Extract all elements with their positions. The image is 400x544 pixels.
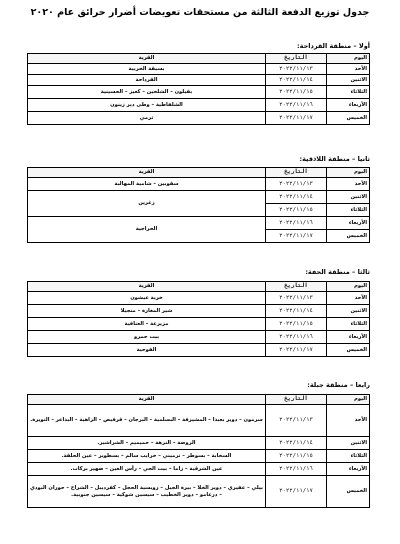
table-row (28, 112, 370, 125)
date-cell: ٢٠٢٢/١١/١٥ (266, 86, 327, 99)
table-row (28, 75, 370, 86)
table-header-row (28, 395, 370, 405)
date-cell: ٢٠٢٢/١١/١٧ (266, 476, 327, 508)
header-date: التاريخ (266, 395, 327, 405)
day-cell: الثلاثاء (327, 204, 370, 217)
table-row (28, 191, 370, 204)
header-day: اليوم (327, 54, 370, 64)
day-cell: الأحد (327, 178, 370, 191)
header-day: اليوم (327, 395, 370, 405)
day-cell: الاثنين (327, 437, 370, 450)
day-cell: الاثنين (327, 75, 370, 86)
village-cell: مزيرعة – العنافية (28, 318, 266, 331)
date-cell: ٢٠٢٢/١١/١٥ (266, 450, 327, 463)
table-jableh (27, 394, 370, 508)
table-row (28, 331, 370, 344)
date-cell: ٢٠٢٢/١١/١٦ (266, 217, 327, 230)
date-cell: ٢٠٢٢/١١/١٧ (266, 112, 327, 125)
day-cell: الأربعاء (327, 331, 370, 344)
date-cell: ٢٠٢٢/١١/١٦ (266, 99, 327, 112)
village-cell: ترمي (28, 112, 266, 125)
header-village: القرية (28, 282, 266, 292)
village-cell: بيت حمرو (28, 331, 266, 344)
day-cell: الأربعاء (327, 463, 370, 476)
table-row (28, 64, 370, 75)
day-cell: الخميس (327, 476, 370, 508)
table-row (28, 437, 370, 450)
document-title: جدول توزيع الدفعة الثالثة من مستحقات تعويضات أضرار حرائق عام ٢٠٢٠ (30, 7, 370, 18)
village-cell: الفوحية (28, 344, 266, 357)
table-row (28, 217, 370, 230)
header-village: القرية (28, 54, 266, 64)
header-day: اليوم (327, 168, 370, 178)
section-title-jableh: رابعا – منطقة جبلة: (307, 381, 370, 389)
day-cell: الثلاثاء (327, 318, 370, 331)
date-cell: ٢٠٢٢/١١/١٣ (266, 405, 327, 437)
table-row (28, 178, 370, 191)
table-row (28, 405, 370, 437)
header-village: القرية (28, 395, 266, 405)
header-village: القرية (28, 168, 266, 178)
day-cell: الأحد (327, 64, 370, 75)
village-cell: الشلفاطية – وطى دير زينون (28, 99, 266, 112)
village-cell: سقوبين – شامية المهالبة (28, 178, 266, 191)
table-row (28, 463, 370, 476)
table-haffa (27, 281, 370, 357)
table-header-row (28, 282, 370, 292)
table-row (28, 344, 370, 357)
day-cell: الأحد (327, 292, 370, 305)
day-cell: الأحد (327, 405, 370, 437)
section-title-haffa: ثالثا – منطقة الحفة: (305, 268, 370, 276)
date-cell: ٢٠٢٢/١١/١٣ (266, 64, 327, 75)
day-cell: الثلاثاء (327, 450, 370, 463)
table-row (28, 318, 370, 331)
village-cell: خربة عيشون (28, 292, 266, 305)
village-cell: بيلي – عفيري – دوير الخلا – بيرة الجبل – روبسية الحجل – كفرديبل – الشراح – حوران البودي – درعامو – دوير الخطيب – سيسين شوكية – سيسين جنوبية. (28, 476, 266, 508)
table-row (28, 305, 370, 318)
header-day: اليوم (327, 282, 370, 292)
day-cell: الأربعاء (327, 99, 370, 112)
table-row (28, 292, 370, 305)
date-cell: ٢٠٢٢/١١/١٤ (266, 75, 327, 86)
table-row (28, 86, 370, 99)
date-cell: ٢٠٢٢/١١/١٥ (266, 318, 327, 331)
village-cell: الحراجية (28, 217, 266, 243)
table-row (28, 99, 370, 112)
day-cell: الثلاثاء (327, 86, 370, 99)
village-cell: السخابة – بسوطر – ترميني – خرايب سالم – بسطوير – عين الحلقة. (28, 450, 266, 463)
day-cell: الاثنين (327, 305, 370, 318)
date-cell: ٢٠٢٢/١١/١٦ (266, 463, 327, 476)
header-date: التاريخ (266, 282, 327, 292)
table-header-row (28, 54, 370, 64)
day-cell: الخميس (327, 230, 370, 243)
date-cell: ٢٠٢٢/١١/١٧ (266, 344, 327, 357)
date-cell: ٢٠٢٢/١١/١٣ (266, 178, 327, 191)
village-cell: بسيقة الحربية (28, 64, 266, 75)
date-cell: ٢٠٢٢/١١/١٥ (266, 204, 327, 217)
table-latakia (27, 167, 370, 243)
village-cell: عين الشرقية – زاما – بيت الجي – رأس العين – ضهير بركات. (28, 463, 266, 476)
section-title-latakia: ثانيا – منطقة اللاذقية: (299, 155, 370, 163)
table-header-row (28, 168, 370, 178)
table-row (28, 450, 370, 463)
date-cell: ٢٠٢٢/١١/١٤ (266, 191, 327, 204)
day-cell: الأربعاء (327, 217, 370, 230)
date-cell: ٢٠٢٢/١١/١٤ (266, 437, 327, 450)
date-cell: ٢٠٢٢/١١/١٦ (266, 331, 327, 344)
section-title-qardaha: أولا – منطقة القرداحة: (297, 42, 370, 50)
day-cell: الاثنين (327, 191, 370, 204)
village-cell: بفيلون – الشلحين – كعيز – الحسينية (28, 86, 266, 99)
header-date: التاريخ (266, 168, 327, 178)
village-cell: زغرين (28, 191, 266, 217)
header-date: التاريخ (266, 54, 327, 64)
date-cell: ٢٠٢٢/١١/١٧ (266, 230, 327, 243)
village-cell: شير المغارة – منجيلا (28, 305, 266, 318)
day-cell: الخميس (327, 112, 370, 125)
table-qardaha (27, 53, 370, 125)
village-cell: القرداحة (28, 75, 266, 86)
table-row (28, 476, 370, 508)
village-cell: سرمون – دوير بعبدا – المشيرفة – البسلمية – البرجان – قرفيص – الزاهية – البداعر – النويرة. (28, 405, 266, 437)
date-cell: ٢٠٢٢/١١/١٣ (266, 292, 327, 305)
village-cell: الروضة – النزهة – حميميم – الشراشير. (28, 437, 266, 450)
date-cell: ٢٠٢٢/١١/١٤ (266, 305, 327, 318)
day-cell: الخميس (327, 344, 370, 357)
